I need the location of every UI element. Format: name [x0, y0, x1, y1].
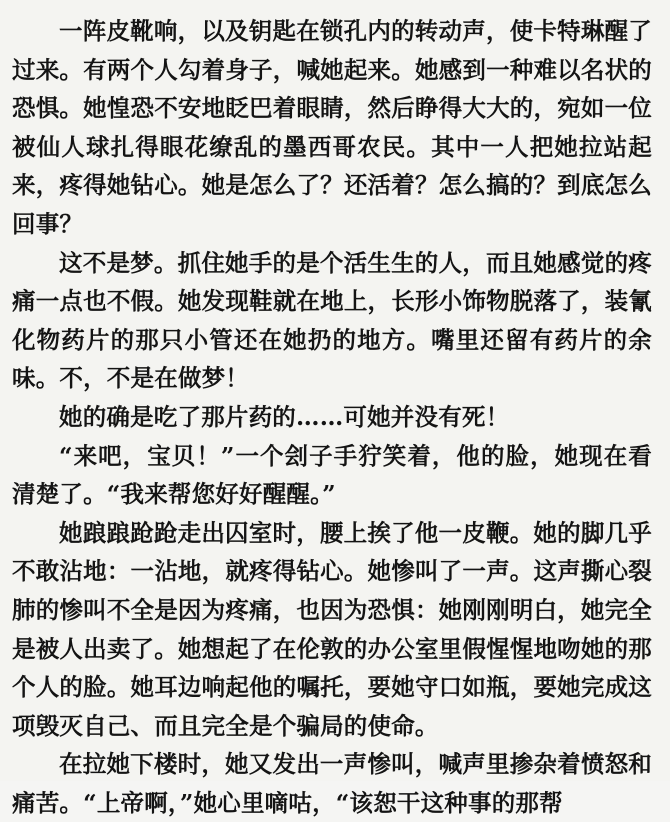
paragraph-2: 这不是梦。抓住她手的是个活生生的人，而且她感觉的疼痛一点也不假。她发现鞋就在地上，长形小饰物脱落了，装氰化物药片的那只小管还在她扔的地方。嘴里还留有药片的余味。不，不是在做梦！	[12, 248, 652, 393]
page-text	[12, 12, 652, 822]
paragraph-6: 在拉她下楼时，她又发出一声惨叫，喊声里掺杂着愤怒和痛苦。“上帝啊，”她心里嘀咕，“该恕干这种事的那帮	[12, 750, 652, 817]
paragraph-4: “来吧，宝贝！”一个刽子手狞笑着，他的脸，她现在看清楚了。“我来帮您好好醒醒。”	[12, 441, 652, 509]
paragraph-1: 一阵皮靴响，以及钥匙在锁孔内的转动声，使卡特琳醒了过来。有两个人勾着身子，喊她起来。她感到一种难以名状的恐惧。她惶恐不安地眨巴着眼睛，然后睁得大大的，宛如一位被仙人球扎得眼花缭乱的墨西哥农民。其中一人把她拉站起来，疼得她钻心。她是怎么了？还活着？怎么搞的？到底怎么回事？	[12, 17, 652, 238]
paragraph-5: 她踉踉跄跄走出囚室时，腰上挨了他一皮鞭。她的脚几乎不敢沾地：一沾地，就疼得钻心。她惨叫了一声。这声撕心裂肺的惨叫不全是因为疼痛，也因为恐惧：她刚刚明白，她完全是被人出卖了。她想起了在伦敦的办公室里假惺惺地吻她的那个人的脸。她耳边响起他的嘱托，要她守口如瓶，要她完成这项毁灭自己、而且完全是个骗局的使命。	[12, 518, 652, 740]
paragraph-3: 她的确是吃了那片药的……可她并没有死！	[59, 402, 510, 431]
